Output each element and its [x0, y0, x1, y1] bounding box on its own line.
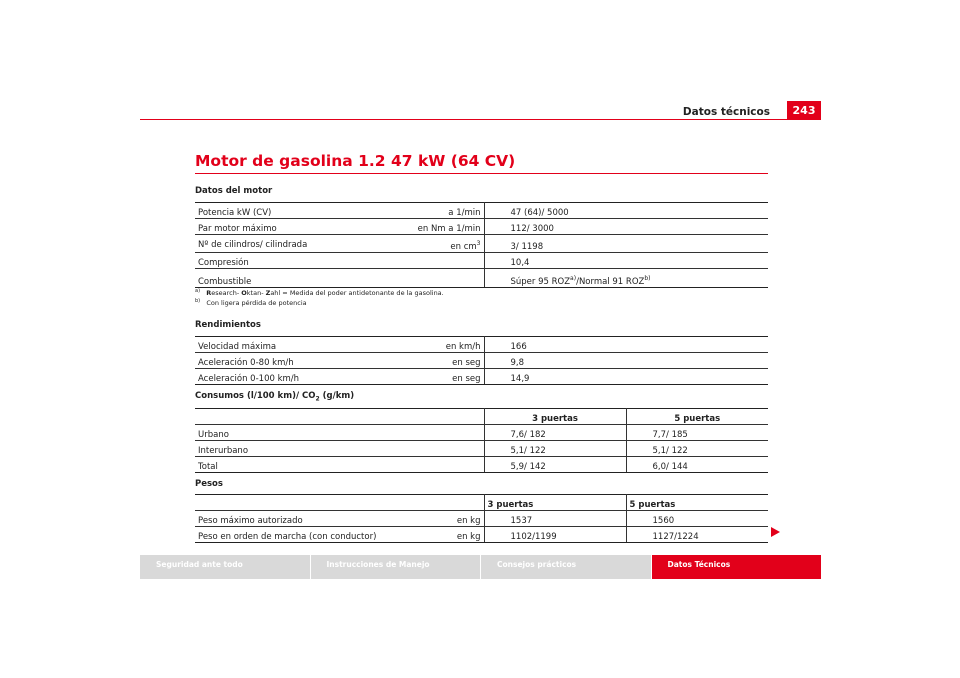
row-label: Interurbano — [195, 441, 484, 457]
footer-tab-datos-tecnicos[interactable]: Datos Técnicos — [652, 555, 822, 579]
table-header-row — [195, 409, 768, 425]
row-unit: en cm — [450, 242, 477, 252]
row-unit: en km/h — [445, 342, 481, 352]
table-row — [195, 253, 768, 269]
table-row — [195, 527, 768, 543]
row-label: Aceleración 0-80 km/h — [198, 358, 294, 368]
unit-superscript: 3 — [476, 240, 481, 248]
row-value: 7,6/ 182 — [484, 425, 626, 441]
row-label: Compresión — [198, 258, 249, 268]
header-section-title: Datos técnicos — [682, 106, 770, 118]
page-number: 243 — [787, 101, 821, 120]
footnote-a: $^{a)}$ Research- Oktan- Zahl = Medida del poder antidetonante de la gasolina. — [195, 288, 444, 298]
table-row — [195, 219, 768, 235]
row-value: 5,1/ 122 — [626, 441, 768, 457]
column-header: 5 puertas — [626, 495, 768, 511]
row-value: Súper 95 ROZ$^{a)}$/Normal 91 ROZ$^{b)}$ — [484, 269, 768, 288]
row-unit: en kg — [456, 516, 481, 526]
table-row — [195, 269, 768, 288]
row-label: Urbano — [195, 425, 484, 441]
row-value: 14,9 — [484, 369, 768, 385]
row-value: 166 — [484, 337, 768, 353]
footer-nav — [140, 555, 821, 579]
row-value: 5,1/ 122 — [484, 441, 626, 457]
footer-tab-instrucciones[interactable]: Instrucciones de Manejo — [311, 555, 481, 579]
row-unit: en seg — [452, 358, 481, 368]
motor-table — [195, 202, 768, 288]
row-value: 10,4 — [484, 253, 768, 269]
footnote-b: $^{b)}$ Con ligera pérdida de potencia — [195, 298, 307, 308]
section-heading-pesos: Pesos — [195, 479, 223, 489]
footer-tab-seguridad[interactable]: Seguridad ante todo — [140, 555, 310, 579]
row-unit: en seg — [452, 374, 481, 384]
row-unit: en Nm a 1/min — [417, 224, 481, 234]
table-row — [195, 511, 768, 527]
row-value: 3/ 1198 — [484, 235, 768, 253]
row-value: 7,7/ 185 — [626, 425, 768, 441]
row-label: Potencia kW (CV) — [198, 208, 272, 218]
title-rule — [195, 173, 768, 174]
footer-tab-consejos[interactable]: Consejos prácticos — [481, 555, 651, 579]
column-header: 5 puertas — [626, 409, 768, 425]
table-row — [195, 353, 768, 369]
row-label: Total — [195, 457, 484, 473]
row-value: 5,9/ 142 — [484, 457, 626, 473]
table-row — [195, 337, 768, 353]
table-row — [195, 203, 768, 219]
row-value: 1560 — [626, 511, 768, 527]
rendimientos-table — [195, 336, 768, 385]
row-value: 9,8 — [484, 353, 768, 369]
table-header-row — [195, 495, 768, 511]
table-row — [195, 457, 768, 473]
row-value: 112/ 3000 — [484, 219, 768, 235]
table-row — [195, 425, 768, 441]
section-heading-motor: Datos del motor — [195, 186, 273, 196]
row-value: 1102/1199 — [484, 527, 626, 543]
section-heading-rendimientos: Rendimientos — [195, 320, 261, 330]
column-header: 3 puertas — [484, 409, 626, 425]
header-rule — [140, 119, 821, 120]
row-value: 1127/1224 — [626, 527, 768, 543]
page-title: Motor de gasolina 1.2 47 kW (64 CV) — [195, 152, 516, 170]
table-row — [195, 369, 768, 385]
row-label: Aceleración 0-100 km/h — [198, 374, 300, 384]
row-label: Peso en orden de marcha (con conductor) — [198, 532, 377, 542]
next-page-arrow-icon[interactable] — [771, 527, 780, 537]
row-value: 1537 — [484, 511, 626, 527]
row-label: Velocidad máxima — [198, 342, 277, 352]
row-value: 47 (64)/ 5000 — [484, 203, 768, 219]
section-heading-consumos: Consumos (l/100 km)/ $CO_2$ (g/km) — [195, 391, 355, 403]
row-label: Peso máximo autorizado — [198, 516, 303, 526]
table-row — [195, 235, 768, 253]
row-unit: a 1/min — [448, 208, 481, 218]
column-header: 3 puertas — [484, 495, 626, 511]
row-value: 6,0/ 144 — [626, 457, 768, 473]
row-label: Nº de cilindros/ cilindrada — [198, 240, 308, 251]
pesos-table — [195, 494, 768, 543]
row-label: Combustible — [198, 277, 252, 287]
row-unit: en kg — [456, 532, 481, 542]
table-row — [195, 441, 768, 457]
row-label: Par motor máximo — [198, 224, 277, 234]
consumos-table — [195, 408, 768, 473]
